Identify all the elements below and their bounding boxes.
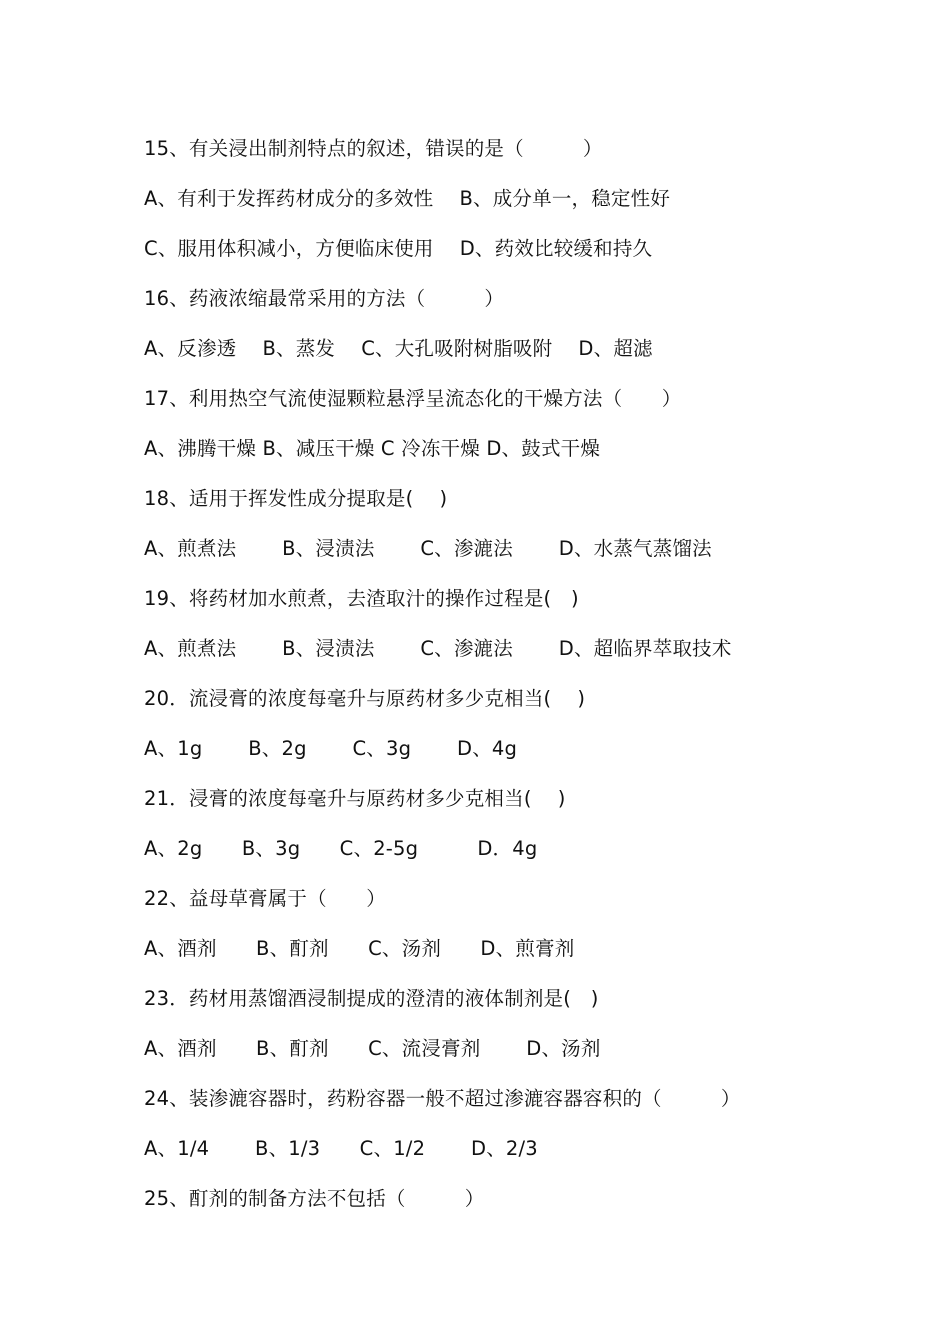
question-17-options: A、沸腾干燥 B、减压干燥 C 冷冻干燥 D、鼓式干燥 bbox=[144, 437, 601, 460]
question-22-options: A、酒剂 B、酊剂 C、汤剂 D、煎膏剂 bbox=[144, 937, 575, 960]
question-25: 25、酊剂的制备方法不包括（ ） bbox=[144, 1187, 485, 1210]
question-15-options-ab: A、有利于发挥药材成分的多效性 B、成分单一，稳定性好 bbox=[144, 187, 671, 210]
question-18: 18、适用于挥发性成分提取是( ) bbox=[144, 487, 448, 510]
question-21-options: A、2g B、3g C、2-5g D．4g bbox=[144, 837, 538, 860]
question-24-options: A、1/4 B、1/3 C、1/2 D、2/3 bbox=[144, 1137, 538, 1160]
question-23: 23．药材用蒸馏酒浸制提成的澄清的液体制剂是( ) bbox=[144, 987, 599, 1010]
question-18-options: A、煎煮法 B、浸渍法 C、渗漉法 D、水蒸气蒸馏法 bbox=[144, 537, 712, 560]
question-19: 19、将药材加水煎煮，去渣取汁的操作过程是( ) bbox=[144, 587, 579, 610]
question-21: 21．浸膏的浓度每毫升与原药材多少克相当( ) bbox=[144, 787, 566, 810]
question-19-options: A、煎煮法 B、浸渍法 C、渗漉法 D、超临界萃取技术 bbox=[144, 637, 732, 660]
question-15-options-cd: C、服用体积减小，方便临床使用 D、药效比较缓和持久 bbox=[144, 237, 653, 260]
question-16: 16、药液浓缩最常采用的方法（ ） bbox=[144, 287, 505, 310]
question-16-options: A、反渗透 B、蒸发 C、大孔吸附树脂吸附 D、超滤 bbox=[144, 337, 653, 360]
question-20-options: A、1g B、2g C、3g D、4g bbox=[144, 737, 518, 760]
question-24: 24、装渗漉容器时，药粉容器一般不超过渗漉容器容积的（ ） bbox=[144, 1087, 741, 1110]
question-20: 20．流浸膏的浓度每毫升与原药材多少克相当( ) bbox=[144, 687, 586, 710]
question-15: 15、有关浸出制剂特点的叙述，错误的是（ ） bbox=[144, 137, 603, 160]
question-17: 17、利用热空气流使湿颗粒悬浮呈流态化的干燥方法（ ） bbox=[144, 387, 682, 410]
question-23-options: A、酒剂 B、酊剂 C、流浸膏剂 D、汤剂 bbox=[144, 1037, 601, 1060]
question-list bbox=[144, 134, 844, 1234]
question-22: 22、益母草膏属于（ ） bbox=[144, 887, 386, 910]
